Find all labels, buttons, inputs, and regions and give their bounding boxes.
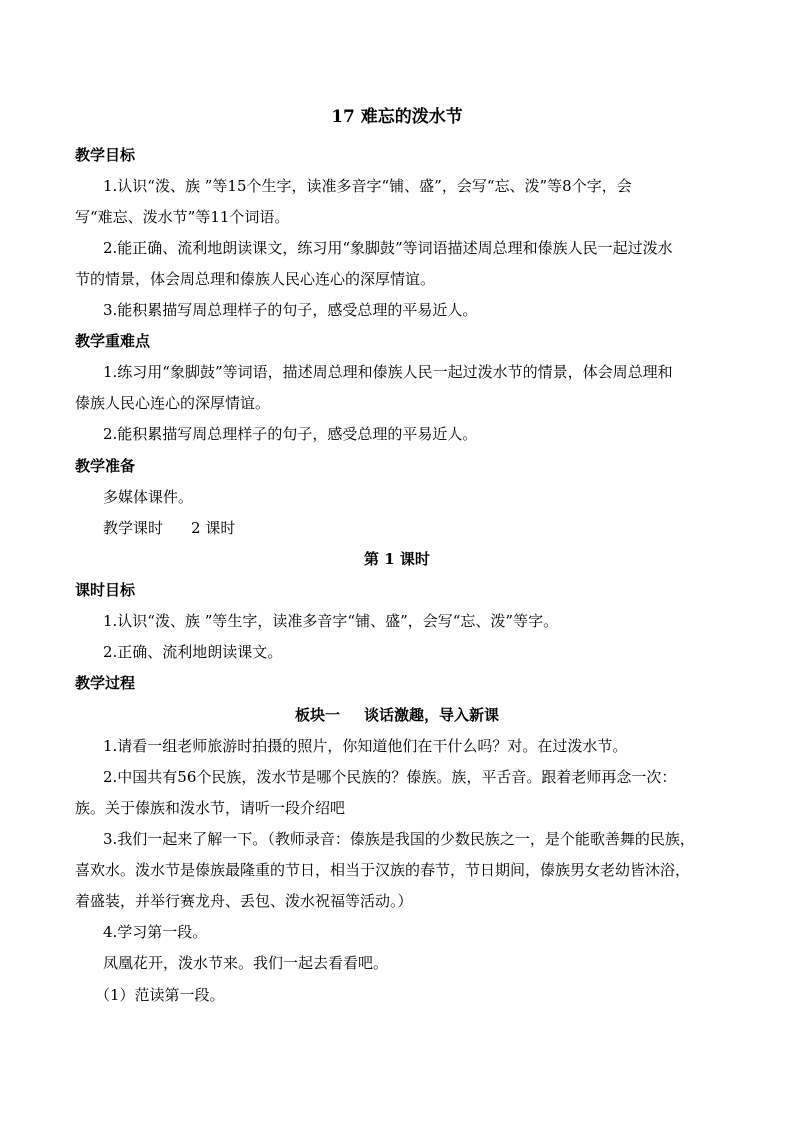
process-step-3-line-1: 3.我们一起来了解一下。（教师录音：傣族是我国的少数民族之一，是个能歌善舞的民族， (103, 830, 695, 848)
process-step-2-line-2: 族。关于傣族和泼水节，请听一段介绍吧 (75, 799, 346, 817)
block-title: 谈话激趣，导入新课 (364, 706, 500, 724)
process-heading: 教学过程 (75, 674, 136, 692)
lesson-heading: 第 1 课时 (364, 550, 430, 568)
key-point-2: 2.能积累描写周总理样子的句子，感受总理的平易近人。 (103, 425, 478, 443)
class-hours-label: 教学课时 (103, 519, 164, 537)
process-step-3-line-3: 着盛装，并举行赛龙舟、丢包、泼水祝福等活动。） (75, 892, 413, 910)
goal-3: 3.能积累描写周总理样子的句子，感受总理的平易近人。 (103, 301, 478, 319)
class-hours (103, 518, 724, 538)
process-step-4: 4.学习第一段。 (103, 923, 208, 941)
preparation-heading: 教学准备 (75, 457, 136, 475)
lesson-goal-2: 2.正确、流利地朗读课文。 (103, 643, 283, 661)
process-step-2-line-1: 2.中国共有56个民族，泼水节是哪个民族的？傣族。族，平舌音。跟着老师再念一次： (103, 768, 677, 786)
block-one-heading (0, 705, 794, 725)
key-point-1-line-2: 傣族人民心连心的深厚情谊。 (75, 394, 271, 412)
goal-1-line-1: 1.认识“泼、族 ”等15个生字，读准多音字“铺、盛”，会写“忘、泼”等8个字，会 (103, 177, 632, 195)
process-step-5: 凤凰花开，泼水节来。我们一起去看看吧。 (103, 954, 389, 972)
preparation-text: 多媒体课件。 (103, 488, 194, 506)
lesson-goal-1: 1.认识“泼、族 ”等生字，读准多音字“铺、盛”，会写“忘、泼”等字。 (103, 612, 559, 630)
block-label: 板块一 (294, 706, 340, 724)
goal-2-line-2: 节的情景，体会周总理和傣族人民心连心的深厚情谊。 (75, 270, 436, 288)
goals-heading: 教学目标 (75, 146, 136, 164)
goal-1-line-2: 写“难忘、泼水节”等11个词语。 (75, 208, 290, 226)
class-hours-value: 2 课时 (191, 519, 236, 537)
key-points-heading: 教学重难点 (75, 332, 151, 350)
process-step-1: 1.请看一组老师旅游时拍摄的照片，你知道他们在干什么吗？对。在过泼水节。 (103, 737, 628, 755)
process-step-3-line-2: 喜欢水。泼水节是傣族最隆重的节日，相当于汉族的春节，节日期间，傣族男女老幼皆沐浴， (75, 861, 691, 879)
lesson-goals-heading: 课时目标 (75, 581, 136, 599)
process-step-6: （1）范读第一段。 (95, 986, 225, 1004)
key-point-1-line-1: 1.练习用“象脚鼓”等词语，描述周总理和傣族人民一起过泼水节的情景，体会周总理和 (103, 363, 673, 381)
goal-2-line-1: 2.能正确、流利地朗读课文，练习用“象脚鼓”等词语描述周总理和傣族人民一起过泼水 (103, 239, 673, 257)
page-title: 17 难忘的泼水节 (331, 107, 463, 127)
